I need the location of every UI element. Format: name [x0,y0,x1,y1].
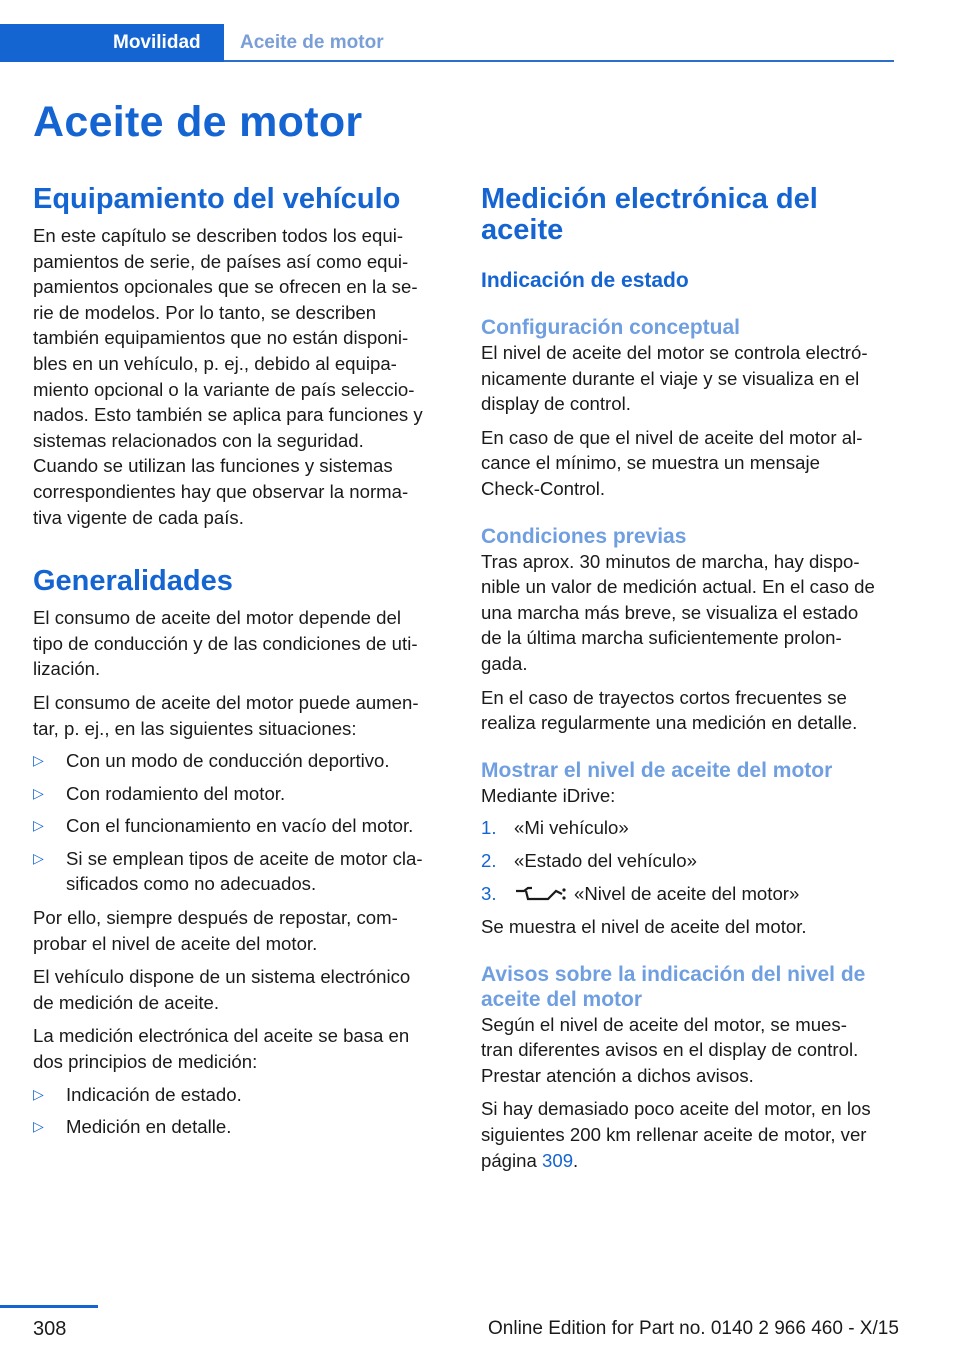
tab-aceite-de-motor[interactable]: Aceite de motor [240,32,384,53]
triangle-bullet-icon: ▷ [33,1118,44,1135]
paragraph-trayectos: En el caso de trayectos cortos frecuentes se realiza regularmente una medición en detalle. [481,686,858,734]
edition-note: Online Edition for Part no. 0140 2 966 460 - X/15 [488,1318,899,1339]
list-item: ▷ Indicación de estado. [33,1082,451,1108]
chapter-header [0,24,894,62]
paragraph-muestra-nivel: Se muestra el nivel de aceite del motor. [481,916,807,938]
heading-condiciones: Condiciones previas [481,524,687,548]
page-number: 308 [33,1318,67,1340]
list-item: ▷ Con el funcionamiento en vacío del motor. [33,813,451,839]
paragraph-consumo: El consumo de aceite del motor depende del tipo de conducción y de las condiciones de uti‐ lización. [33,607,418,680]
heading-medicion-electronica: Medición electrónica del aceite [481,183,818,246]
oil-can-icon [514,886,566,904]
list-item: ▷ Con un modo de conducción deportivo. [33,748,451,774]
bullet-list-situaciones [33,748,451,897]
heading-generalidades: Generalidades [33,565,233,598]
heading-configuracion: Configuración conceptual [481,316,741,339]
list-item: ▷ Con rodamiento del motor. [33,781,451,807]
page-link-309[interactable]: 309 [542,1149,574,1171]
paragraph-principios: La medición electrónica del aceite se basa en dos principios de medición: [33,1025,410,1073]
paragraph-configuracion: El nivel de aceite del motor se controla electró‐ nicamente durante el viaje y se visualiza en el display de control. [481,342,868,415]
heading-indicacion-estado: Indicación de estado [481,269,689,292]
footer-rule [0,1305,98,1308]
triangle-bullet-icon: ▷ [33,1085,44,1102]
heading-equipamiento: Equipamiento del vehículo [33,183,401,215]
paragraph-condiciones: Tras aprox. 30 minutos de marcha, hay dispo‐ nible un valor de medición actual. En el caso de una marcha más breve, se visualiza el estado de la última marcha suficientemente prolon‐ gada. [481,550,875,674]
steps-list [481,815,901,906]
left-column [33,184,451,1140]
list-item: 3. «Nivel de aceite del motor» [481,882,800,904]
paragraph-rellenar: Si hay demasiado poco aceite del motor, en los siguientes 200 km rellenar aceite de motor, ver página 309. [481,1098,871,1171]
heading-avisos: Avisos sobre la indicación del nivel de aceite del motor [481,962,866,1011]
bullet-list-principios [33,1082,451,1140]
paragraph-repostar: Por ello, siempre después de repostar, com‐ probar el nivel de aceite del motor. [33,907,398,954]
triangle-bullet-icon: ▷ [33,849,44,866]
list-item: 2. «Estado del vehículo» [481,849,697,871]
list-item: ▷ Medición en detalle. [33,1114,451,1140]
list-item: 1. «Mi vehículo» [481,817,629,839]
list-item: ▷ Si se emplean tipos de aceite de motor cla‐ sificados como no adecuados. [33,847,423,895]
paragraph-check-control: En caso de que el nivel de aceite del motor al‐ cance el mínimo, se muestra un mensaje Check-Control. [481,426,863,499]
right-column [481,184,901,1173]
paragraph-avisos: Según el nivel de aceite del motor, se mues‐ tran diferentes avisos en el display de control. Prestar atención a dichos avisos. [481,1013,859,1086]
heading-mostrar-nivel: Mostrar el nivel de aceite del motor [481,758,833,782]
page-title: Aceite de motor [33,98,363,146]
triangle-bullet-icon: ▷ [33,784,44,801]
paragraph-equipamiento: En este capítulo se describen todos los equi‐ pamientos de serie, de países así como equi‐ pamientos opcionales que se ofrecen en la se‐ rie de modelos. Por lo tanto, se describen también equipamientos que no están disponi‐ bles en un vehículo, p. ej., debido al equipa‐ miento opcional o la variante de país seleccio‐ nados. Esto también se aplica para funciones y sistemas relacionados con la seguridad. Cuando se utilizan las funciones y sistemas correspondientes hay que observar la norma‐ tiva vigente de cada país. [33,225,423,528]
triangle-bullet-icon: ▷ [33,817,44,834]
paragraph-sistema: El vehículo dispone de un sistema electrónico de medición de aceite. [33,966,411,1013]
paragraph-aumento: El consumo de aceite del motor puede aumen‐ tar, p. ej., en las siguientes situaciones: [33,691,419,739]
tab-movilidad[interactable]: Movilidad [0,24,224,62]
paragraph-idrive: Mediante iDrive: [481,784,616,806]
triangle-bullet-icon: ▷ [33,752,44,769]
